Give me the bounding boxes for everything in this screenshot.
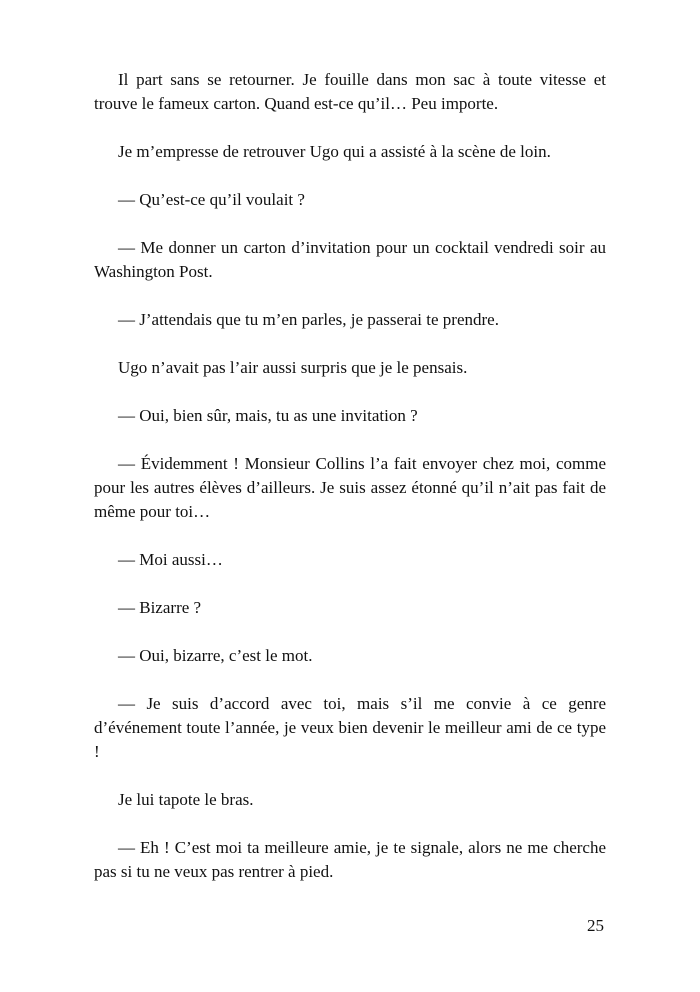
dialogue-line: — Qu’est-ce qu’il voulait ? — [118, 190, 305, 209]
dialogue-line: — Me donner un carton d’invitation pour un cocktail vendredi soir au Washington Post. — [94, 238, 606, 281]
dialogue-line: — Moi aussi… — [118, 550, 223, 569]
paragraph: Je m’empresse de retrouver Ugo qui a assisté à la scène de loin. — [118, 142, 551, 161]
paragraph: Il part sans se retourner. Je fouille dans mon sac à toute vitesse et trouve le fameux carton. Quand est-ce qu’il… Peu importe. — [94, 70, 606, 113]
dialogue-line: — Bizarre ? — [118, 598, 202, 617]
dialogue-line: — Évidemment ! Monsieur Collins l’a fait envoyer chez moi, comme pour les autres élèves d’ailleurs. Je suis assez étonné qu’il n’ait pas fait de même pour toi… — [94, 454, 606, 521]
book-page-text — [94, 68, 606, 908]
page-number: 25 — [587, 916, 604, 935]
dialogue-line: — J’attendais que tu m’en parles, je passerai te prendre. — [118, 310, 499, 329]
dialogue-line: — Oui, bien sûr, mais, tu as une invitation ? — [118, 406, 418, 425]
dialogue-line: — Oui, bizarre, c’est le mot. — [118, 646, 313, 665]
dialogue-line: — Je suis d’accord avec toi, mais s’il me convie à ce genre d’événement toute l’année, je veux bien devenir le meilleur ami de ce type ! — [94, 694, 606, 761]
dialogue-line: — Eh ! C’est moi ta meilleure amie, je te signale, alors ne me cherche pas si tu ne veux pas rentrer à pied. — [94, 838, 606, 881]
paragraph: Ugo n’avait pas l’air aussi surpris que je le pensais. — [118, 358, 468, 377]
paragraph: Je lui tapote le bras. — [118, 790, 254, 809]
